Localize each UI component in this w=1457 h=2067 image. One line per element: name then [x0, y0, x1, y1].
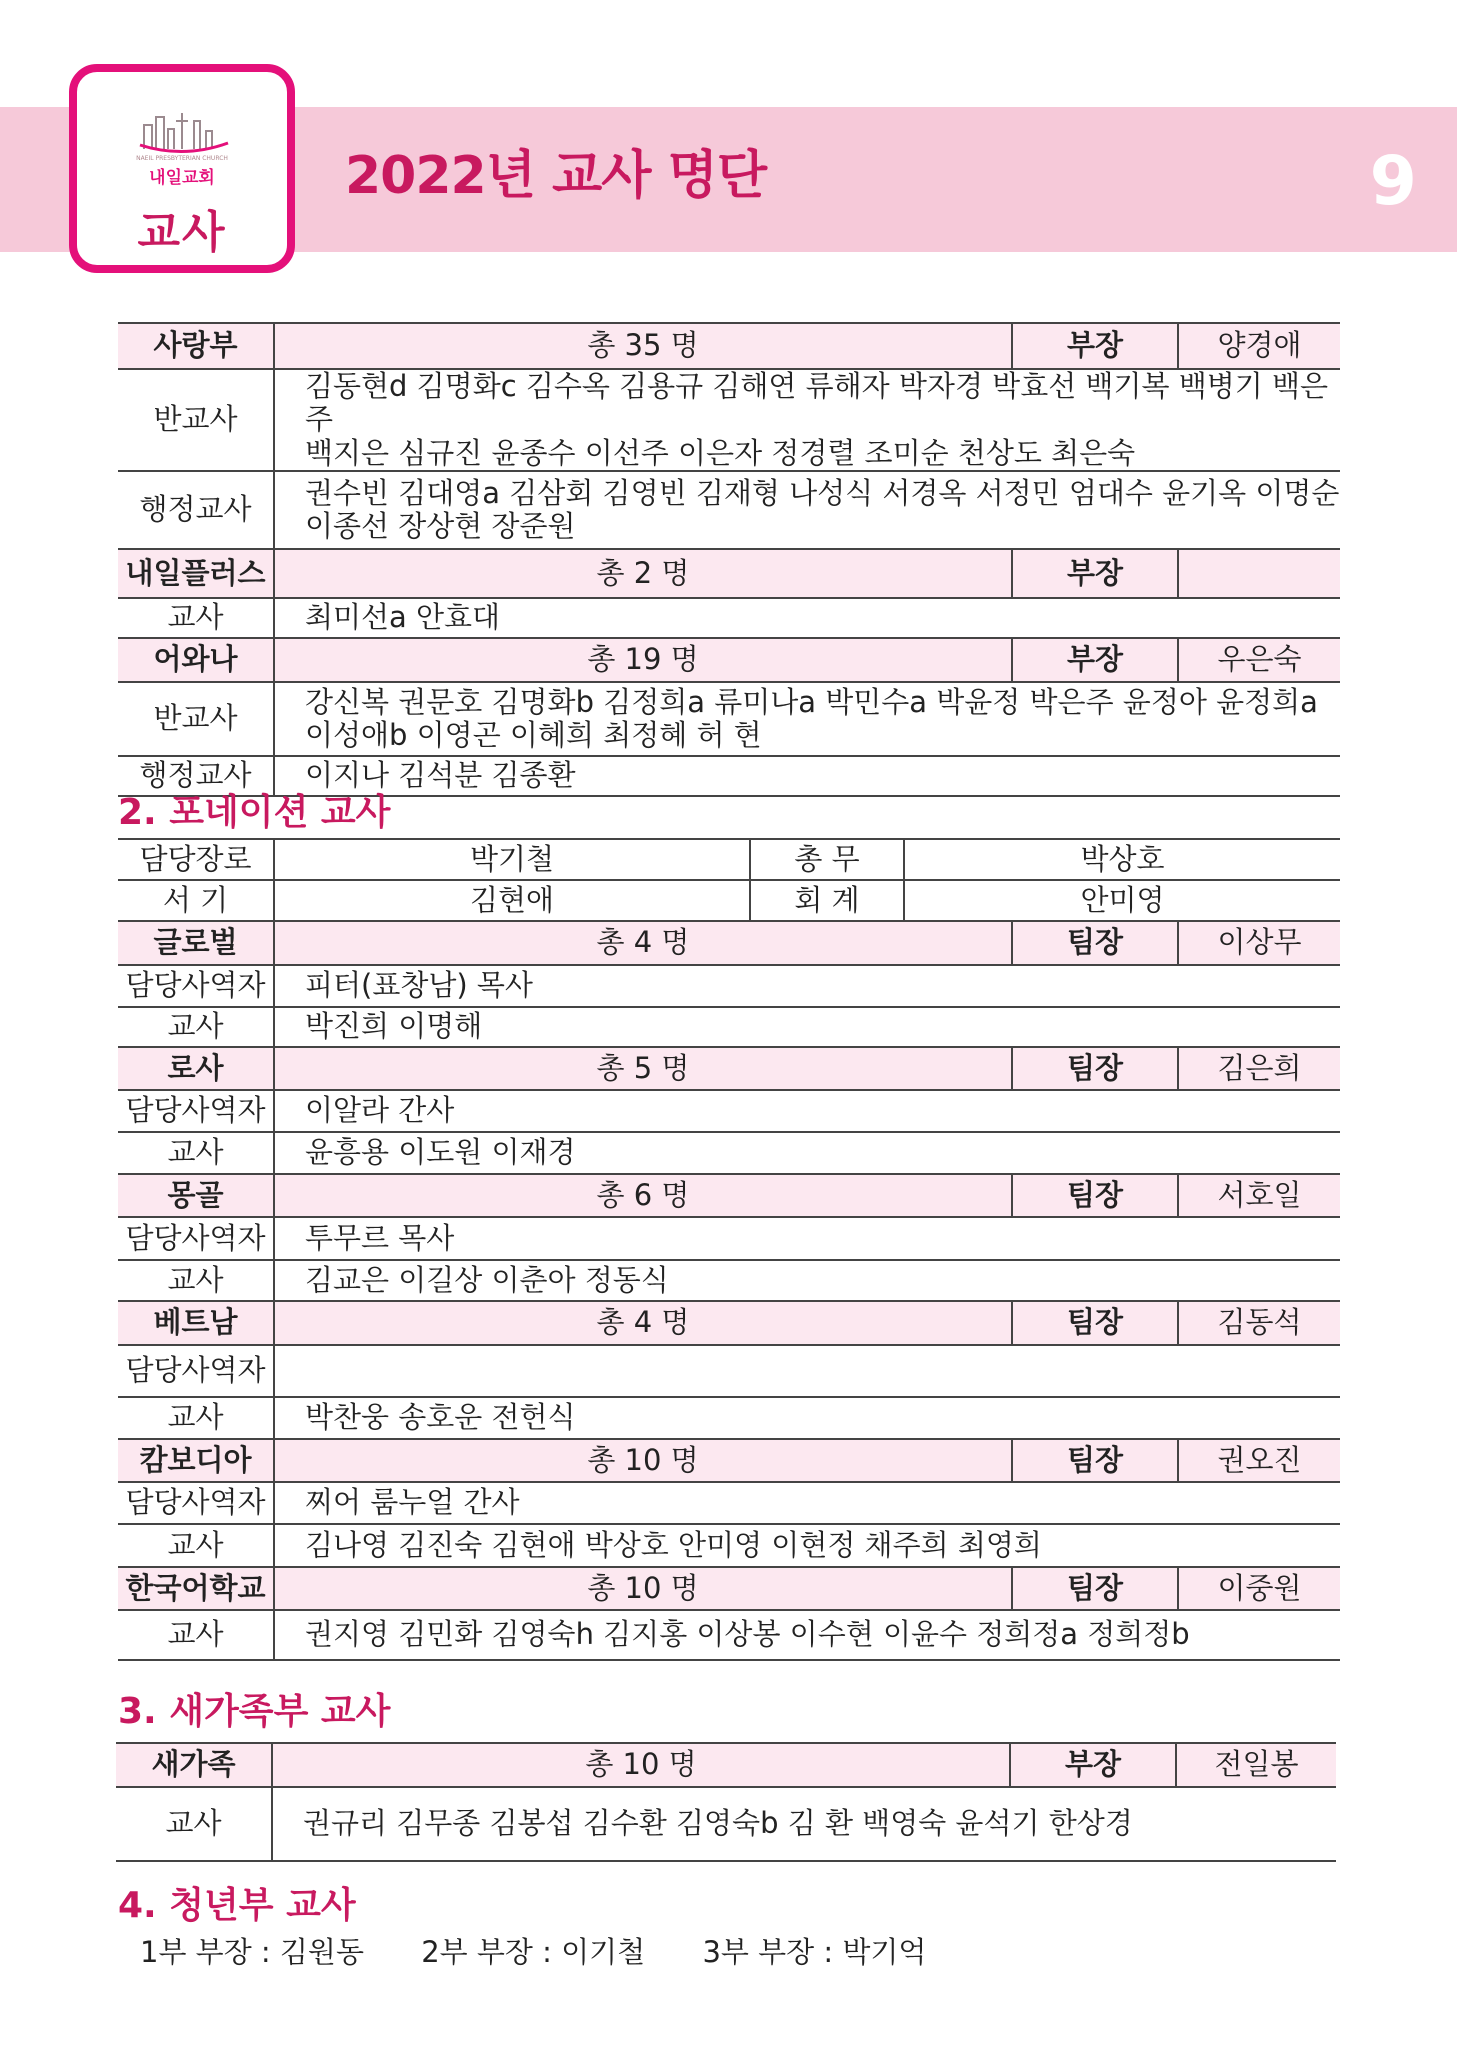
names-line: 권수빈 김대영a 김삼회 김영빈 김재형 나성식 서경옥 서정민 엄대수 윤기옥 이명순 [305, 475, 1340, 510]
head-label: 부장 [1012, 549, 1178, 598]
names-cell: 김교은 이길상 이춘아 정동식 [274, 1260, 1340, 1301]
head-label: 팀장 [1012, 1047, 1178, 1090]
logo-subtitle: NAEIL PRESBYTERIAN CHURCH [136, 155, 228, 162]
row-label: 교사 [116, 1787, 272, 1861]
youth-leader-item: 3부 부장 : 박기억 [702, 1935, 927, 1969]
table-row [118, 323, 1340, 369]
row-label: 담당장로 [118, 839, 274, 880]
total-count: 총 6 명 [274, 1174, 1012, 1217]
church-logo-badge [69, 64, 295, 273]
roster-table-2 [118, 838, 1340, 1661]
names-line: 김동현d 김명화c 김수옥 김용규 김해연 류해자 박자경 박효선 백기복 백병기 백은주 [305, 369, 1328, 437]
names-cell: 이지나 김석분 김종환 [274, 756, 1340, 796]
table-row [118, 598, 1340, 638]
roster-table-3 [116, 1742, 1336, 1862]
section-heading: 3. 새가족부 교사 [118, 1691, 391, 1732]
head-name: 서호일 [1178, 1174, 1340, 1217]
page-number: 9 [1369, 142, 1417, 221]
total-count: 총 35 명 [274, 323, 1012, 369]
table-row [118, 638, 1340, 682]
row-label: 반교사 [118, 682, 274, 756]
row-label: 교사 [118, 1610, 274, 1660]
secretary-name: 김현애 [274, 880, 750, 921]
row-label: 교사 [118, 1397, 274, 1439]
minister-name [274, 1345, 1340, 1397]
section-heading: 2. 포네이션 교사 [118, 792, 391, 833]
section-heading: 4. 청년부 교사 [118, 1885, 356, 1926]
church-skyline-icon [138, 107, 230, 155]
table-row [118, 1007, 1340, 1047]
names-cell [274, 682, 1340, 756]
team-label: 로사 [118, 1047, 274, 1090]
table-row [118, 965, 1340, 1007]
row-label: 교사 [118, 1524, 274, 1567]
table-row [118, 921, 1340, 965]
logo-name: 내일교회 [149, 168, 215, 188]
total-count: 총 10 명 [272, 1743, 1010, 1787]
table-row [116, 1787, 1336, 1861]
row-label: 행정교사 [118, 471, 274, 549]
names-cell: 윤흥용 이도원 이재경 [274, 1132, 1340, 1174]
head-name: 양경애 [1178, 323, 1340, 369]
table-row [118, 880, 1340, 921]
treasurer-name: 안미영 [904, 880, 1340, 921]
total-count: 총 4 명 [274, 1301, 1012, 1345]
team-label: 베트남 [118, 1301, 274, 1345]
roster-table-1 [118, 322, 1340, 797]
table-row [118, 682, 1340, 756]
table-row [118, 1345, 1340, 1397]
names-cell: 김나영 김진숙 김현애 박상호 안미영 이현정 채주희 최영희 [274, 1524, 1340, 1567]
head-name: 권오진 [1178, 1439, 1340, 1482]
names-cell [274, 471, 1340, 549]
head-name: 전일봉 [1176, 1743, 1336, 1787]
head-label: 팀장 [1012, 1439, 1178, 1482]
elder-name: 박기철 [274, 839, 750, 880]
dept-label: 내일플러스 [118, 549, 274, 598]
row-label: 교사 [118, 1132, 274, 1174]
table-row [118, 1217, 1340, 1260]
total-count: 총 5 명 [274, 1047, 1012, 1090]
general-name: 박상호 [904, 839, 1340, 880]
names-line: 이성애b 이영곤 이혜희 최정혜 허 현 [305, 718, 762, 753]
row-label: 담당사역자 [118, 1217, 274, 1260]
minister-name: 피터(표창남) 목사 [274, 965, 1340, 1007]
head-label: 팀장 [1012, 1567, 1178, 1610]
table-row [118, 1524, 1340, 1567]
row-label: 담당사역자 [118, 1345, 274, 1397]
page-title: 2022년 교사 명단 [345, 146, 767, 206]
row-label: 교사 [118, 1007, 274, 1047]
table-row [118, 369, 1340, 471]
minister-name: 찌어 룸누얼 간사 [274, 1482, 1340, 1524]
row-label: 총 무 [750, 839, 904, 880]
row-label: 반교사 [118, 369, 274, 471]
row-label: 담당사역자 [118, 965, 274, 1007]
table-row [118, 549, 1340, 598]
team-label: 한국어학교 [118, 1567, 274, 1610]
names-cell: 권규리 김무종 김봉섭 김수환 김영숙b 김 환 백영숙 윤석기 한상경 [272, 1787, 1336, 1861]
table-row [118, 1047, 1340, 1090]
table-row [118, 1397, 1340, 1439]
row-label: 교사 [118, 1260, 274, 1301]
head-label: 부장 [1010, 1743, 1176, 1787]
youth-leaders [140, 1935, 927, 1969]
table-row [118, 1567, 1340, 1610]
section-label: 교사 [137, 207, 227, 258]
table-row [118, 1439, 1340, 1482]
table-row [118, 1090, 1340, 1132]
total-count: 총 10 명 [274, 1439, 1012, 1482]
dept-label: 새가족 [116, 1743, 272, 1787]
row-label: 교사 [118, 598, 274, 638]
total-count: 총 2 명 [274, 549, 1012, 598]
team-label: 몽골 [118, 1174, 274, 1217]
head-label: 팀장 [1012, 1301, 1178, 1345]
head-label: 팀장 [1012, 921, 1178, 965]
row-label: 회 계 [750, 880, 904, 921]
table-row [118, 1482, 1340, 1524]
row-label: 서 기 [118, 880, 274, 921]
head-name: 이중원 [1178, 1567, 1340, 1610]
names-cell: 최미선a 안효대 [274, 598, 1340, 638]
youth-leader-item: 1부 부장 : 김원동 [140, 1935, 364, 1969]
dept-label: 어와나 [118, 638, 274, 682]
table-row [118, 1260, 1340, 1301]
names-cell: 권지영 김민화 김영숙h 김지홍 이상봉 이수현 이윤수 정희정a 정희정b [274, 1610, 1340, 1660]
names-line: 이종선 장상현 장준원 [305, 509, 576, 544]
table-row [118, 1301, 1340, 1345]
total-count: 총 19 명 [274, 638, 1012, 682]
table-row [118, 1132, 1340, 1174]
names-line: 백지은 심규진 윤종수 이선주 이은자 정경렬 조미순 천상도 최은숙 [305, 435, 1136, 470]
head-name: 김은희 [1178, 1047, 1340, 1090]
head-name: 우은숙 [1178, 638, 1340, 682]
dept-label: 사랑부 [118, 323, 274, 369]
table-row [118, 1174, 1340, 1217]
table-row [118, 839, 1340, 880]
row-label: 담당사역자 [118, 1482, 274, 1524]
names-cell: 박찬웅 송호운 전헌식 [274, 1397, 1340, 1439]
head-label: 부장 [1012, 323, 1178, 369]
team-label: 글로벌 [118, 921, 274, 965]
total-count: 총 10 명 [274, 1567, 1012, 1610]
head-name [1178, 549, 1340, 598]
names-cell [274, 369, 1340, 471]
table-row [116, 1743, 1336, 1787]
head-label: 팀장 [1012, 1174, 1178, 1217]
team-label: 캄보디아 [118, 1439, 274, 1482]
names-line: 강신복 권문호 김명화b 김정희a 류미나a 박민수a 박윤정 박은주 윤정아 윤정희a [305, 684, 1318, 719]
row-label: 담당사역자 [118, 1090, 274, 1132]
table-row [118, 471, 1340, 549]
names-cell: 박진희 이명해 [274, 1007, 1340, 1047]
head-label: 부장 [1012, 638, 1178, 682]
head-name: 김동석 [1178, 1301, 1340, 1345]
head-name: 이상무 [1178, 921, 1340, 965]
table-row [118, 756, 1340, 796]
minister-name: 투무르 목사 [274, 1217, 1340, 1260]
table-row [118, 1610, 1340, 1660]
total-count: 총 4 명 [274, 921, 1012, 965]
youth-leader-item: 2부 부장 : 이기철 [421, 1935, 646, 1969]
minister-name: 이알라 간사 [274, 1090, 1340, 1132]
row-label: 행정교사 [118, 756, 274, 796]
